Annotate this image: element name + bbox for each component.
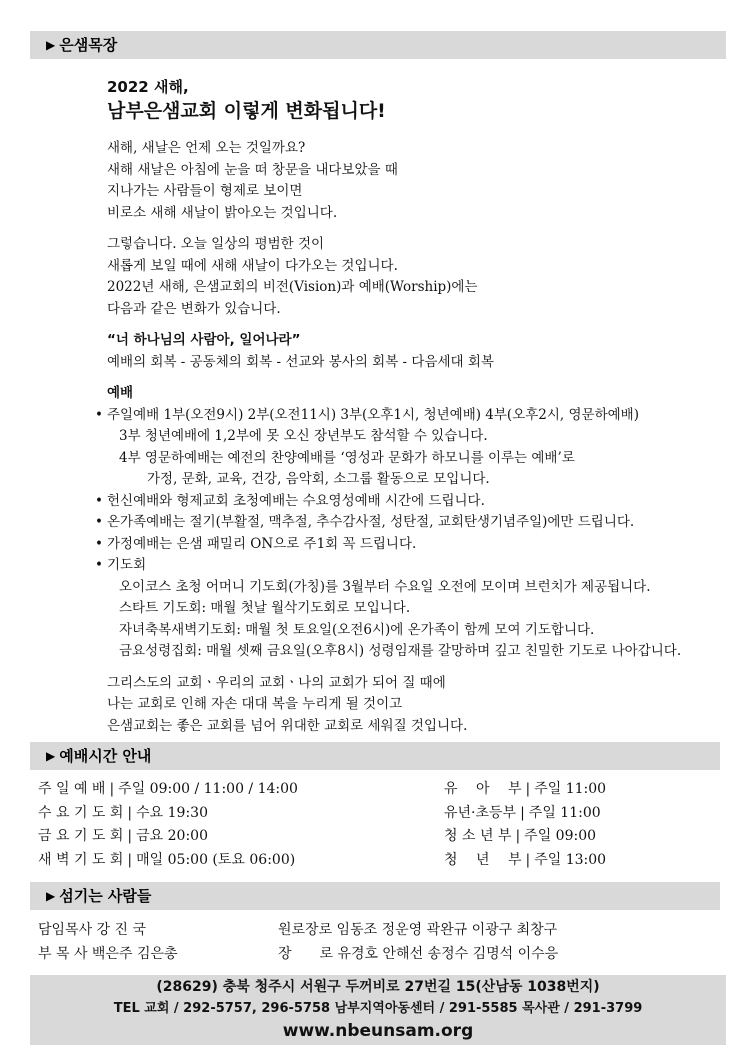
bullet-icon: • (95, 557, 103, 573)
worship-detail: 3부 청년예배에 1,2부에 못 오신 장년부도 참석할 수 있습니다. (119, 428, 488, 444)
staff-list (38, 918, 558, 966)
worship-paragraph (95, 383, 727, 663)
schedule-row: 주 일 예 배 | 주일 09:00 / 11:00 / 14:00 (38, 778, 298, 802)
staff-entry: 부 목 사 백은주 김은총 (38, 946, 178, 962)
article-year: 2022 새해, (107, 78, 189, 96)
bullet-icon: • (95, 406, 103, 423)
schedule-label: 금 요 기 도 회 (38, 828, 124, 844)
text-line: 다음과 같은 변화가 있습니다. (107, 300, 281, 317)
staff-row (38, 918, 558, 942)
worship-heading: 예배 (107, 385, 134, 401)
bullet-icon: • (95, 514, 103, 530)
section-title: 섬기는 사람들 (59, 887, 152, 905)
section-header-pastor (30, 31, 726, 59)
worship-item: 온가족예배는 절기(부활절, 맥추절, 추수감사절, 성탄절, 교회탄생기념주일)에만 드립니다. (107, 514, 635, 530)
church-website[interactable]: www.nbeunsam.org (282, 1021, 474, 1041)
text-line: 나는 교회로 인해 자손 대대 복을 누리게 될 것이고 (107, 696, 403, 712)
triangle-right-icon: ▶ (46, 749, 56, 763)
bullet-icon: • (95, 492, 103, 509)
worship-detail: 가정, 문화, 교육, 건강, 음악회, 소그룹 활동으로 모입니다. (147, 471, 490, 487)
church-address: (28629) 충북 청주시 서원구 두꺼비로 27번길 15(산남동 1038번지) (156, 979, 600, 995)
schedule-label: 주 일 예 배 (38, 781, 106, 797)
staff-entry: 담임목사 강 진 국 (38, 922, 147, 938)
vision-title: “너 하나님의 사람아, 일어나라” (107, 332, 301, 348)
schedule-row: 유년·초등부 | 주일 11:00 (444, 802, 606, 826)
prayer-item: 자녀축복새벽기도회: 매월 첫 토요일(오전6시)에 온가족이 함께 모여 기도합니다. (119, 621, 595, 638)
pastor-article (95, 76, 727, 747)
text-line: 비로소 새해 새날이 밝아오는 것입니다. (107, 204, 338, 221)
article-headline: 남부은샘교회 이렇게 변화됩니다! (107, 100, 386, 122)
section-header-worship-times (30, 742, 720, 770)
schedule-time: 주일 13:00 (534, 851, 607, 868)
vision-paragraph (107, 330, 727, 373)
triangle-right-icon: ▶ (46, 38, 56, 52)
text-line: 새해, 새날은 언제 오는 것일까요? (107, 140, 306, 156)
text-line: 은샘교회는 좋은 교회를 넘어 위대한 교회로 세워질 것입니다. (107, 717, 468, 734)
text-line: 새해 새날은 아침에 눈을 떠 창문을 내다보았을 때 (107, 161, 398, 178)
section-header-staff (30, 882, 720, 910)
prayer-item: 오이코스 초청 어머니 기도회(가칭)를 3월부터 수요일 오전에 모이며 브런치가 제공됩니다. (119, 578, 651, 595)
bullet-icon: • (95, 535, 103, 552)
schedule-time: 주일 09:00 / 11:00 / 14:00 (118, 781, 298, 797)
intro-paragraph (107, 138, 727, 224)
schedule-row: 청 년 부 | 주일 13:00 (444, 849, 606, 873)
staff-entry: 장 로 유경호 안해선 송정수 김명석 이수응 (278, 946, 559, 962)
schedule-right-column (444, 778, 606, 872)
text-line: 그렇습니다. 오늘 일상의 평범한 것이 (107, 236, 325, 252)
schedule-time: 수요 19:30 (136, 804, 208, 821)
text-line: 새롭게 보일 때에 새해 새날이 다가오는 것입니다. (107, 257, 398, 274)
church-phone: TEL 교회 / 292-5757, 296-5758 남부지역아동센터 / 291-5585 목사관 / 291-3799 (113, 1001, 643, 1016)
schedule-label: 청 소 년 부 (444, 828, 512, 844)
schedule-label: 유 아 부 (444, 781, 522, 797)
schedule-label: 수 요 기 도 회 (38, 804, 124, 821)
schedule-time: 주일 11:00 (534, 781, 607, 797)
worship-item: 기도회 (107, 557, 147, 573)
worship-detail: 4부 영문하예배는 예전의 찬양예배를 ‘영성과 문화가 하모니를 이루는 예배’로 (119, 449, 575, 466)
worship-item: 주일예배 1부(오전9시) 2부(오전11시) 3부(오후1시, 청년예배) 4부(오후2시, 영문하예배) (107, 406, 639, 423)
schedule-label: 새 벽 기 도 회 (38, 851, 124, 868)
intro2-paragraph (107, 234, 727, 320)
text-line: 지나가는 사람들이 형제로 보이면 (107, 183, 303, 199)
vision-line: 예배의 회복 - 공동체의 회복 - 선교와 봉사의 회복 - 다음세대 회복 (107, 353, 494, 370)
schedule-row: 청 소 년 부 | 주일 09:00 (444, 825, 606, 849)
schedule-row: 금 요 기 도 회 | 금요 20:00 (38, 825, 298, 849)
triangle-right-icon: ▶ (46, 889, 56, 903)
schedule-time: 주일 11:00 (528, 804, 601, 821)
church-footer (30, 975, 726, 1045)
text-line: 2022년 새해, 은샘교회의 비전(Vision)과 예배(Worship)에는 (107, 279, 478, 295)
worship-item: 가정예배는 은샘 패밀리 ON으로 주1회 꼭 드립니다. (107, 535, 417, 552)
section-title: 예배시간 안내 (59, 747, 152, 765)
staff-row (38, 942, 558, 966)
text-line: 그리스도의 교회ㆍ우리의 교회ㆍ나의 교회가 되어 질 때에 (107, 674, 446, 691)
schedule-row: 수 요 기 도 회 | 수요 19:30 (38, 802, 298, 826)
schedule-row: 새 벽 기 도 회 | 매일 05:00 (토요 06:00) (38, 849, 298, 873)
schedule-time: 주일 09:00 (524, 828, 597, 844)
schedule-row: 유 아 부 | 주일 11:00 (444, 778, 606, 802)
schedule-time: 매일 05:00 (토요 06:00) (136, 851, 296, 868)
schedule-label: 청 년 부 (444, 851, 522, 868)
schedule-time: 금요 20:00 (136, 828, 208, 844)
schedule-left-column (38, 778, 298, 872)
section-title: 은샘목장 (59, 36, 118, 54)
worship-item: 헌신예배와 형제교회 초청예배는 수요영성예배 시간에 드립니다. (107, 492, 485, 509)
staff-entry: 원로장로 임동조 정운영 곽완규 이광구 최창구 (278, 922, 558, 938)
schedule-label: 유년·초등부 (444, 804, 517, 821)
prayer-item: 스타트 기도회: 매월 첫날 월삭기도회로 모입니다. (119, 600, 411, 616)
prayer-item: 금요성령집회: 매월 셋째 금요일(오후8시) 성령임재를 갈망하며 깊고 친밀한 기도로 나아갑니다. (119, 643, 682, 659)
closing-paragraph (107, 673, 727, 738)
